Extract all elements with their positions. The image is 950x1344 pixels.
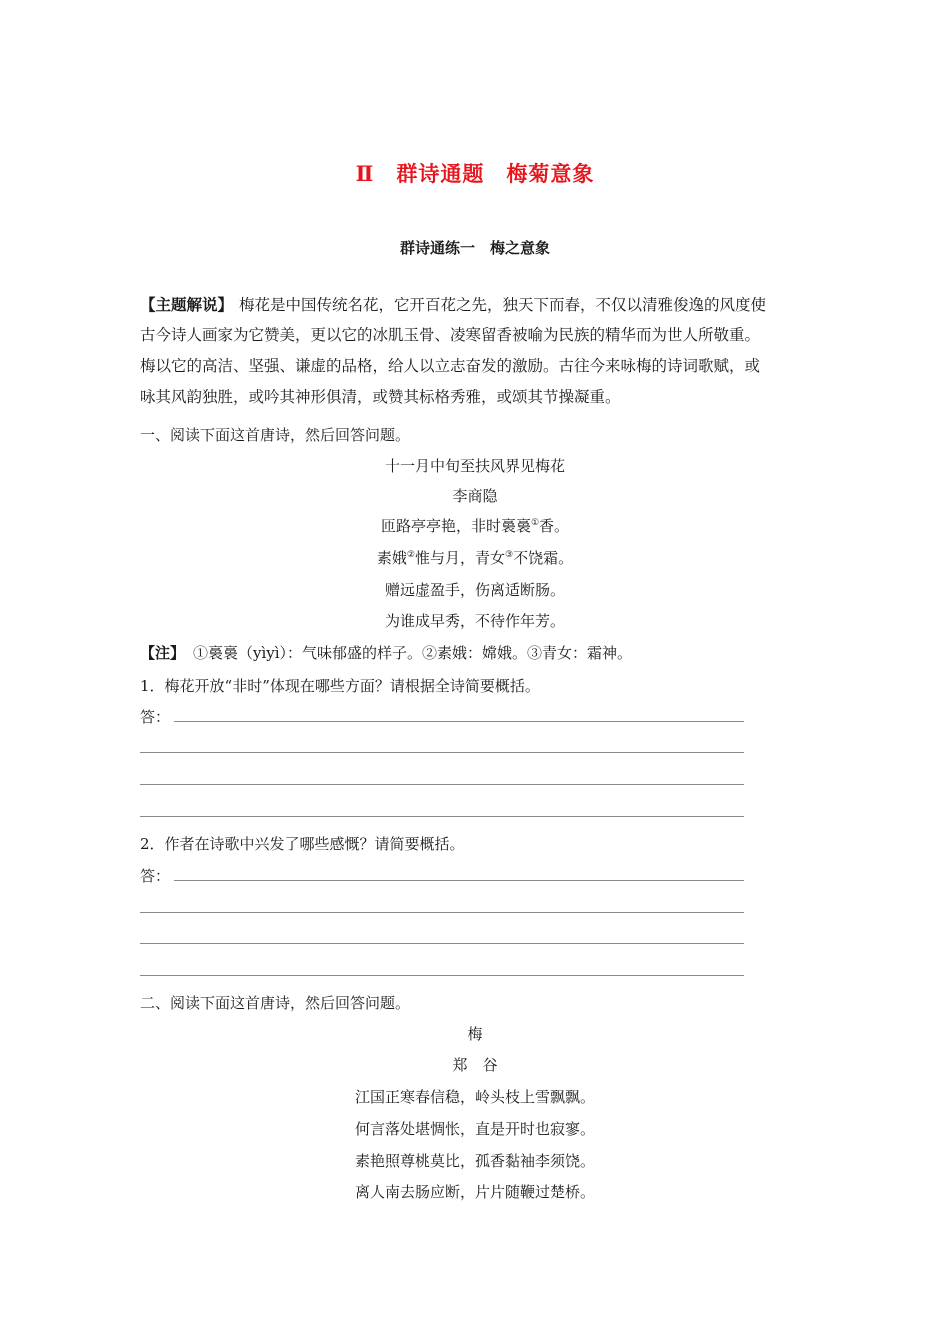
poem1-line-2-end: 不饶霜。 bbox=[513, 549, 574, 567]
poem1-title: 十一月中旬至扶风界见梅花 bbox=[384, 457, 565, 475]
poem2-title: 梅 bbox=[467, 1025, 483, 1043]
question-2: 2．作者在诗歌中兴发了哪些感慨？请简要概括。 bbox=[140, 835, 465, 853]
intro-line-2: 古今诗人画家为它赞美，更以它的冰肌玉骨、凌寒留香被喻为民族的精华而为世人所敬重。 bbox=[140, 326, 761, 344]
poem1-line-3: 赠远虚盈手，伤离适断肠。 bbox=[384, 581, 565, 599]
section-subtitle: 群诗通练一 梅之意象 bbox=[399, 239, 550, 257]
answer-line[interactable] bbox=[174, 721, 744, 722]
answer-line[interactable] bbox=[174, 880, 744, 881]
intro-line-1 bbox=[140, 289, 766, 321]
poem1-line-2 bbox=[0, 547, 950, 568]
poem1-line-2-text: 素娥 bbox=[376, 549, 407, 567]
answer-line[interactable] bbox=[140, 912, 744, 913]
poem1-line-2-mid: 惟与月，青女 bbox=[414, 549, 505, 567]
poem1-line-1 bbox=[0, 515, 950, 536]
poem2-line-2: 何言落处堪惆怅，直是开时也寂寥。 bbox=[354, 1120, 595, 1138]
answer-line[interactable] bbox=[140, 784, 744, 785]
footnote-marker: ① bbox=[530, 518, 540, 528]
poem1-line-1-text: 匝路亭亭艳，非时裛裛 bbox=[380, 517, 531, 535]
poem1-line-1-end: 香。 bbox=[539, 517, 570, 535]
poem1-line-4: 为谁成早秀，不待作年芳。 bbox=[384, 612, 565, 630]
answer-label-1: 答： bbox=[140, 708, 171, 726]
poem2-author: 郑 谷 bbox=[452, 1056, 498, 1074]
answer-label-2: 答： bbox=[140, 867, 171, 885]
intro-line-3: 梅以它的高洁、坚强、谦虚的品格，给人以立志奋发的激励。古往今来咏梅的诗词歌赋，或 bbox=[140, 357, 761, 375]
intro-text-1: 梅花是中国传统名花，它开百花之先，独天下而春，不仅以清雅俊逸的风度使 bbox=[239, 296, 767, 314]
footnote-marker: ② bbox=[406, 550, 415, 560]
answer-line[interactable] bbox=[140, 943, 744, 944]
note-text: ①裛裛（yìyì）：气味郁盛的样子。②素娥：嫦娥。③青女：霜神。 bbox=[193, 644, 633, 662]
footnote-marker: ③ bbox=[505, 550, 514, 560]
poem1-author: 李商隐 bbox=[452, 487, 498, 505]
poem1-note bbox=[140, 642, 632, 663]
note-label: 【注】 bbox=[140, 644, 186, 662]
part2-instruction: 二、阅读下面这首唐诗，然后回答问题。 bbox=[140, 994, 411, 1012]
poem2-line-3: 素艳照尊桃莫比，孤香黏袖李须饶。 bbox=[354, 1152, 595, 1170]
page-title: Ⅱ 群诗通题 梅菊意象 bbox=[355, 161, 595, 186]
poem2-line-4: 离人南去肠应断，片片随鞭过楚桥。 bbox=[354, 1183, 595, 1201]
question-1: 1．梅花开放“非时”体现在哪些方面？请根据全诗简要概括。 bbox=[140, 677, 540, 695]
part1-instruction: 一、阅读下面这首唐诗，然后回答问题。 bbox=[140, 426, 411, 444]
intro-label: 【主题解说】 bbox=[140, 295, 234, 314]
poem2-line-1: 江国正寒春信稳，岭头枝上雪飘飘。 bbox=[354, 1088, 595, 1106]
answer-line[interactable] bbox=[140, 752, 744, 753]
answer-line[interactable] bbox=[140, 816, 744, 817]
intro-line-4: 咏其风韵独胜，或吟其神形俱清，或赞其标格秀雅，或颂其节操凝重。 bbox=[140, 388, 621, 406]
answer-line[interactable] bbox=[140, 975, 744, 976]
